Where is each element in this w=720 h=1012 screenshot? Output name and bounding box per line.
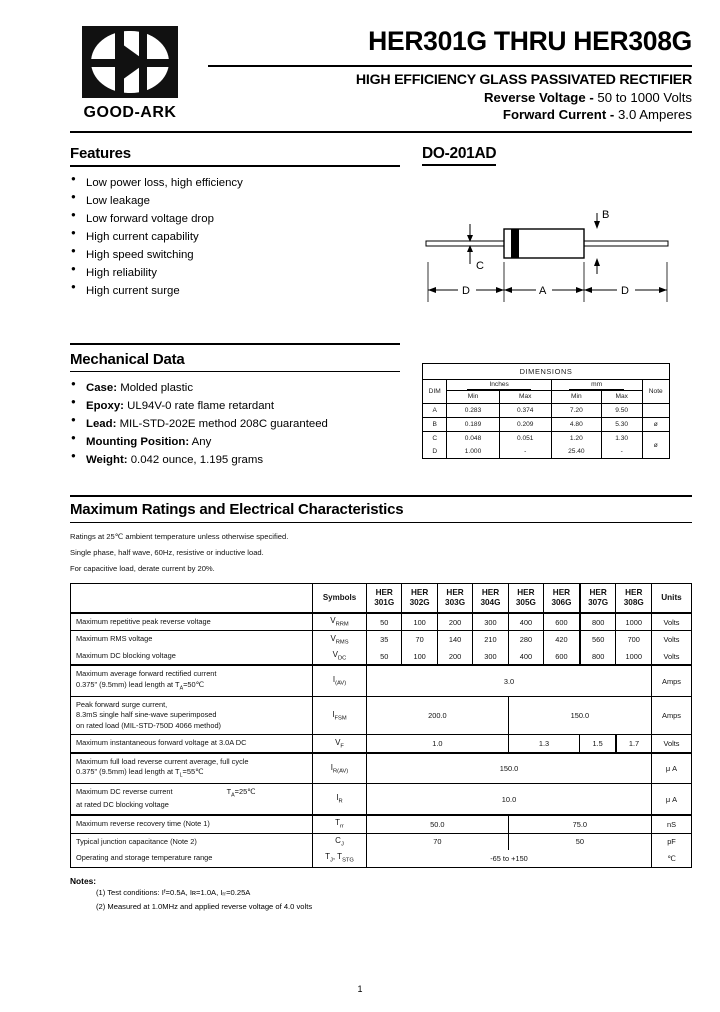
mechanical-label: Mounting Position: [86,436,190,449]
ratings-note-line: Ratings at 25℃ ambient temperature unless otherwise specified. [70,532,289,542]
table-row [423,418,670,432]
rating-value: 560 [580,631,616,648]
mechanical-dimensions-section [0,307,720,469]
rating-value: 50 [508,833,651,850]
dim-note: ø [642,418,669,432]
package-name: DO-201AD [422,145,496,166]
page-number: 1 [357,984,363,994]
rating-units: Volts [652,631,692,648]
rating-value: 200.0 [367,696,509,735]
rating-value: 420 [544,631,580,648]
rating-symbol: $I_{(AV)}$ [313,665,367,696]
rating-symbol: $I_{FSM}$ [313,696,367,735]
table-row [423,380,670,391]
mechanical-label: Weight: [86,454,128,467]
mechanical-value: Any [191,436,212,449]
ratings-table-body [71,613,692,867]
part-header-305g: HER 305G [508,584,543,613]
rating-value: 400 [508,613,543,631]
rating-units: nS [652,815,692,833]
features-block [70,145,400,307]
rating-description: Maximum reverse recovery time (Note 1) [71,815,313,833]
list-item: ● Low power loss, high efficiency [70,174,400,192]
rating-value: -65 to +150 [367,850,652,867]
inches-min-header: Min [447,391,499,404]
reverse-voltage-line [208,89,692,106]
package-block [400,145,692,307]
rating-units: Volts [652,613,692,631]
dim-cell: 4.80 [551,418,601,432]
list-item: ● Low leakage [70,192,400,210]
dim-cell: - [601,445,642,459]
page-header [0,0,720,123]
dim-cell: 5.30 [601,418,642,432]
rating-value: 140 [437,631,472,648]
forward-current-line [208,106,692,123]
features-list [70,174,400,300]
good-ark-logo-icon [82,26,178,98]
rating-value: 150.0 [367,753,652,784]
diode-outline-svg [422,202,672,307]
dim-cell: 0.209 [499,418,551,432]
list-item: ● High speed switching [70,246,400,264]
dim-cell: 25.40 [551,445,601,459]
rating-value: 1000 [616,648,652,666]
rating-value: 1.5 [580,735,616,753]
rating-value: 400 [508,648,543,666]
rating-value: 1.0 [367,735,509,753]
rating-symbol: $V_F$ [313,735,367,753]
reverse-voltage-value: 50 to 1000 Volts [597,89,692,105]
part-header-306g: HER 306G [544,584,580,613]
part-header-303g: HER 303G [437,584,472,613]
list-item [70,379,400,397]
rating-symbol: $V_{RRM}$ [313,613,367,631]
dim-cell: 0.051 [499,432,551,446]
mechanical-label: Case: [86,382,118,395]
units-header: Units [652,584,692,613]
list-item: ● High reliability [70,264,400,282]
table-row [71,665,692,696]
ratings-rule-bottom [70,522,692,523]
mechanical-rule-top [70,343,400,345]
dim-letter: B [423,418,447,432]
rating-value: 800 [580,613,616,631]
rating-value: 3.0 [367,665,652,696]
mechanical-value: UL94V-0 rate flame retardant [127,400,275,413]
ratings-note-line: For capacitive load, derate current by 20%. [70,563,215,573]
rating-value: 1000 [616,613,652,631]
ratings-table [70,583,692,867]
ratings-heading: Maximum Ratings and Electrical Characteristics [70,501,404,519]
forward-current-value: 3.0 Amperes [617,107,692,123]
dim-cell: 0.374 [499,404,551,418]
table-row [71,735,692,753]
table-row [71,696,692,735]
dimensions-block [400,343,692,469]
table-row [71,613,692,631]
table-row [423,404,670,418]
rating-value: 1.3 [508,735,580,753]
rating-description: Maximum full load reverse current average, full cycle 0.375" (9.5mm) lead length at $T_L=55℃$ [71,753,313,784]
rating-value: 75.0 [508,815,651,833]
rating-value: 150.0 [508,696,651,735]
rating-value: 600 [544,648,580,666]
svg-text:A: A [539,285,547,298]
rating-description: Maximum repetitive peak reverse voltage [71,613,313,631]
symbols-header: Symbols [313,584,367,613]
list-item: ● High current surge [70,282,400,300]
mechanical-list [70,379,400,469]
rating-symbol: $C_J$ [313,833,367,850]
rating-value: 600 [544,613,580,631]
mm-max-header: Max [601,391,642,404]
rating-units: pF [652,833,692,850]
header-titles [190,26,692,123]
list-item [70,451,400,469]
rating-value: 50 [367,613,402,631]
forward-current-label: Forward Current - [502,107,615,123]
dim-note: ø [642,432,669,459]
rating-units: Amps [652,696,692,735]
rating-description: Maximum RMS voltage [71,631,313,648]
page-title: HER301G THRU HER308G [368,26,692,56]
rating-description: Typical junction capacitance (Note 2) [71,833,313,850]
rating-value: 50 [367,648,402,666]
mechanical-label: Lead: [86,418,117,431]
notes-title: Notes: [70,875,97,886]
table-row [71,850,692,867]
rating-symbol: $T_J$, $T_{STG}$ [313,850,367,867]
rating-symbol: $I_{R(AV)}$ [313,753,367,784]
ratings-note-line: Single phase, half wave, 60Hz, resistive or inductive load. [70,547,264,557]
rating-description: Maximum average forward rectified current 0.375" (9.5mm) lead length at $T_A=50℃$ [71,665,313,696]
rating-value: 210 [473,631,508,648]
svg-text:B: B [602,209,610,222]
rating-value: 10.0 [367,784,652,815]
rating-value: 50.0 [367,815,509,833]
list-item [70,397,400,415]
dim-letter: D [423,445,447,459]
mechanical-value: 0.042 ounce, 1.195 grams [130,454,264,467]
col-dim-header: DIM [423,380,447,404]
table-row [71,833,692,850]
rating-units: ℃ [652,850,692,867]
dim-cell: 1.000 [447,445,499,459]
rating-value: 280 [508,631,543,648]
table-row [71,631,692,648]
rating-value: 200 [437,648,472,666]
ratings-rule-top [70,495,692,497]
dim-cell: 7.20 [551,404,601,418]
table-row [71,784,692,815]
rating-value: 300 [473,613,508,631]
rating-value: 800 [580,648,616,666]
rating-value: 1.7 [616,735,652,753]
mechanical-value: Molded plastic [120,382,194,395]
table-row [423,364,670,380]
features-package-section [0,133,720,307]
rating-symbol: $T_{rr}$ [313,815,367,833]
note-item: (2) Measured at 1.0MHz and applied reverse voltage of 4.0 volts [96,902,313,912]
dim-cell: 0.189 [447,418,499,432]
inches-max-header: Max [499,391,551,404]
rating-value: 70 [402,631,437,648]
list-item [70,433,400,451]
title-divider [208,65,692,67]
table-row [423,445,670,459]
dim-cell: 9.50 [601,404,642,418]
brand-name: GOOD-ARK [83,104,177,121]
table-row [423,391,670,404]
ratings-table-header [71,584,692,613]
brand-logo [70,26,190,122]
dim-cell: - [499,445,551,459]
notes-section [0,868,720,916]
mechanical-rule-under [70,371,400,372]
part-header-301g: HER 301G [367,584,402,613]
table-row [71,753,692,784]
dim-cell: 0.283 [447,404,499,418]
svg-text:D: D [462,285,470,298]
dim-letter: A [423,404,447,418]
part-header-304g: HER 304G [473,584,508,613]
package-outline-drawing [422,202,692,307]
part-header-302g: HER 302G [402,584,437,613]
note-item: (1) Test conditions: Iᶠ=0.5A, Iʀ=1.0A, Iᵣᵣ=0.25A [96,887,251,897]
rating-value: 35 [367,631,402,648]
rating-units: μ A [652,784,692,815]
rating-units: Volts [652,735,692,753]
ratings-section [0,469,720,867]
rating-description: Maximum instantaneous forward voltage at 3.0A DC [71,735,313,753]
mm-min-header: Min [551,391,601,404]
rating-value: 200 [437,613,472,631]
table-row [71,815,692,833]
features-heading: Features [70,145,131,163]
features-rule [70,165,400,167]
part-header-307g: HER 307G [580,584,616,613]
dim-cell: 0.048 [447,432,499,446]
spacer-cell [71,584,313,613]
rating-units: Volts [652,648,692,666]
rating-symbol: $V_{DC}$ [313,648,367,666]
dim-letter: C [423,432,447,446]
mechanical-heading: Mechanical Data [70,351,185,369]
rating-value: 100 [402,613,437,631]
dim-cell: 1.20 [551,432,601,446]
product-subtitle: HIGH EFFICIENCY GLASS PASSIVATED RECTIFIER [355,71,692,88]
mechanical-block [70,343,400,469]
list-item: ● Low forward voltage drop [70,210,400,228]
rating-value: 70 [367,833,509,850]
part-header-308g: HER 308G [616,584,652,613]
col-note-header: Note [642,380,669,404]
reverse-voltage-label: Reverse Voltage - [484,89,594,105]
rating-units: Amps [652,665,692,696]
rating-description: Maximum DC blocking voltage [71,648,313,666]
dimensions-table [422,363,670,459]
dim-cell: 1.30 [601,432,642,446]
table-row [71,648,692,666]
rating-value: 700 [616,631,652,648]
mechanical-value: MIL-STD-202E method 208C guaranteed [119,418,328,431]
rating-symbol: $I_R$ [313,784,367,815]
rating-value: 100 [402,648,437,666]
table-row [423,432,670,446]
list-item: ● High current capability [70,228,400,246]
rating-value: 300 [473,648,508,666]
rating-description: Peak forward surge current, 8.3mS single half sine-wave superimposed on rated load (MIL-STD-750D 4066 method) [71,696,313,735]
svg-text:D: D [621,285,629,298]
rating-units: μ A [652,753,692,784]
svg-text:C: C [476,260,484,273]
rating-description: Operating and storage temperature range [71,850,313,867]
dim-note [642,404,669,418]
mechanical-label: Epoxy: [86,400,124,413]
dimensions-title: DIMENSIONS [423,364,670,380]
col-mm-header: mm [551,380,642,391]
rating-symbol: $V_{RMS}$ [313,631,367,648]
col-inches-header: Inches [447,380,551,391]
list-item [70,415,400,433]
table-row [71,584,692,613]
rating-description: Maximum DC reverse current $T_A=25℃$ at rated DC blocking voltage [71,784,313,815]
